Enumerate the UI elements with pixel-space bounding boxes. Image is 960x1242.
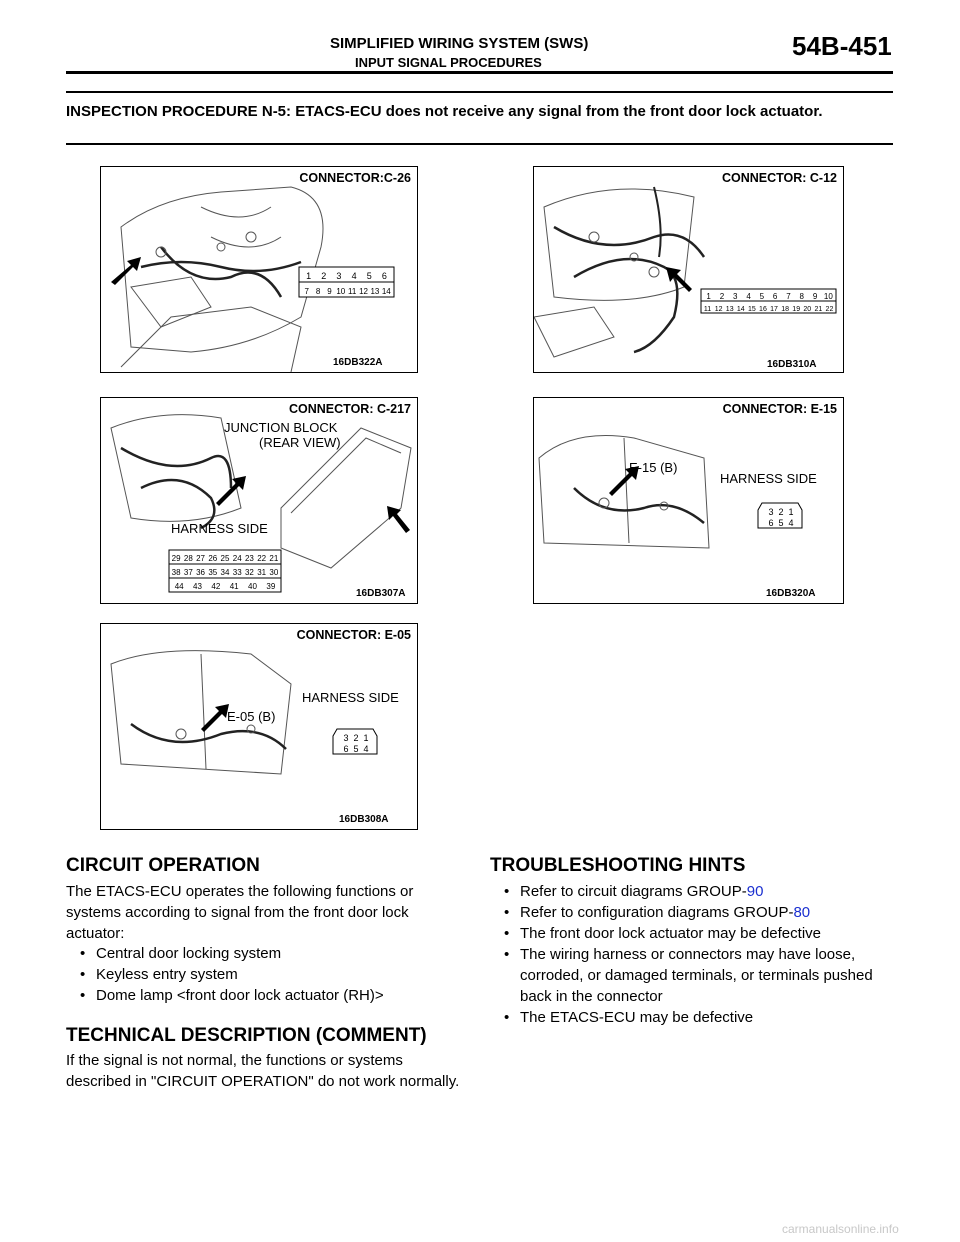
pin-number: 9	[812, 292, 818, 301]
header-subtitle: INPUT SIGNAL PROCEDURES	[355, 55, 542, 70]
pin-number: 27	[196, 554, 206, 563]
figure-code: 16DB320A	[766, 588, 816, 599]
pin-number: 33	[232, 568, 242, 577]
connector-label: CONNECTOR: C-217	[288, 402, 411, 416]
figure-connector-c26	[100, 166, 418, 373]
pin-number: 44	[174, 582, 184, 591]
pin-number: 6	[343, 744, 349, 754]
pin-number: 2	[321, 271, 327, 281]
pin-number: 31	[257, 568, 267, 577]
e05-pin-grid	[333, 729, 377, 754]
pin-number: 7	[786, 292, 791, 301]
pin-number: 6	[381, 271, 387, 281]
header-rule	[66, 71, 893, 74]
pin-number: 2	[778, 507, 784, 517]
pin-number: 20	[803, 306, 812, 313]
pin-number: 4	[746, 292, 751, 301]
junction-label-line1: JUNCTION BLOCK	[224, 420, 338, 435]
procedure-title: INSPECTION PROCEDURE N-5: ETACS-ECU does not receive any signal from the front door lock actuator.	[66, 103, 823, 120]
figure-code: 16DB310A	[767, 359, 817, 370]
pin-number: 18	[781, 306, 790, 313]
pin-number: 5	[366, 271, 372, 281]
pin-number: 34	[220, 568, 230, 577]
arrow-icon	[201, 704, 229, 732]
figure-connector-c12	[533, 166, 844, 373]
harness-side-label: HARNESS SIDE	[302, 690, 399, 705]
pin-number: 37	[183, 568, 193, 577]
pin-number: 1	[363, 733, 369, 743]
page-number: 54B-451	[792, 31, 892, 61]
pin-number: 43	[193, 582, 202, 591]
pin-number: 29	[171, 554, 181, 563]
e15-pin-grid	[758, 503, 802, 528]
pin-number: 15	[747, 306, 756, 313]
pin-number: 38	[171, 568, 181, 577]
pin-number: 24	[232, 554, 242, 563]
pin-number: 3	[336, 271, 342, 281]
figure-code: 16DB322A	[333, 357, 383, 368]
connector-label: CONNECTOR: C-12	[721, 171, 837, 185]
pin-number: 21	[814, 306, 823, 313]
procedure-top-rule	[66, 91, 893, 93]
pin-number: 1	[788, 507, 794, 517]
pin-number: 26	[208, 554, 218, 563]
pin-number: 3	[733, 292, 738, 301]
pin-number: 28	[183, 554, 193, 563]
c12-pin-grid	[701, 289, 836, 313]
list-item: • Refer to circuit diagrams GROUP-90	[502, 881, 882, 902]
figure-code: 16DB308A	[339, 814, 389, 825]
pin-number: 14	[381, 287, 391, 296]
technical-description-heading: TECHNICAL DESCRIPTION (COMMENT)	[66, 1025, 427, 1046]
pin-number: 39	[266, 582, 276, 591]
pin-number: 10	[823, 292, 833, 301]
pin-number: 4	[363, 744, 369, 754]
technical-description-text: If the signal is not normal, the functions or systems described in "CIRCUIT OPERATION" do not work normally.	[66, 1052, 460, 1090]
connector-label: CONNECTOR: E-15	[722, 402, 837, 416]
figure-code: 16DB307A	[356, 588, 406, 599]
pin-number: 13	[725, 306, 734, 313]
pin-number: 8	[315, 287, 321, 296]
troubleshooting-list	[502, 881, 882, 1028]
pin-number: 11	[703, 306, 712, 313]
pin-number: 12	[359, 287, 369, 296]
pin-number: 5	[759, 292, 765, 301]
list-item: • Keyless entry system	[78, 964, 471, 985]
pin-number: 1	[706, 292, 711, 301]
pin-number: 10	[336, 287, 346, 296]
pin-number: 4	[351, 271, 357, 281]
harness-side-label: HARNESS SIDE	[171, 521, 268, 536]
procedure-bottom-rule	[66, 143, 893, 145]
pin-number: 30	[269, 568, 279, 577]
arrow-icon	[387, 506, 410, 533]
watermark: carmanualsonline.info	[782, 1222, 899, 1236]
pin-number: 40	[248, 582, 257, 591]
instrument-panel-illustration	[534, 167, 845, 374]
list-item: • Central door locking system	[78, 943, 471, 964]
pin-number: 2	[353, 733, 359, 743]
harness-side-label: HARNESS SIDE	[720, 471, 817, 486]
pin-number: 7	[304, 287, 309, 296]
list-item: • The wiring harness or connectors may have loose, corroded, or damaged terminals, or terminals pushed back in the connector	[502, 944, 882, 1007]
pin-number: 21	[269, 554, 279, 563]
pin-number: 22	[257, 554, 267, 563]
c217-pin-grid	[169, 550, 281, 592]
arrow-icon	[111, 257, 141, 285]
pin-number: 25	[220, 554, 230, 563]
group-90-link[interactable]: 90	[746, 883, 764, 900]
pin-number: 22	[825, 306, 834, 313]
pin-number: 8	[799, 292, 804, 301]
pin-number: 14	[736, 306, 745, 313]
front-door-illustration	[534, 398, 845, 605]
pin-number: 32	[244, 568, 254, 577]
pin-number: 4	[788, 518, 794, 528]
header-title: SIMPLIFIED WIRING SYSTEM (SWS)	[330, 35, 589, 52]
pin-number: 17	[770, 306, 778, 313]
pin-number: 5	[353, 744, 359, 754]
pin-number: 11	[348, 287, 357, 296]
pin-number: 3	[768, 507, 774, 517]
pin-number: 9	[327, 287, 332, 296]
circuit-operation-heading: CIRCUIT OPERATION	[66, 855, 260, 876]
dashboard-illustration	[101, 167, 419, 374]
callout-label: E-15 (B)	[629, 460, 678, 475]
pin-number: 1	[306, 271, 312, 281]
connector-label: CONNECTOR: E-05	[296, 628, 411, 642]
pin-number: 19	[792, 306, 801, 313]
troubleshooting-heading: TROUBLESHOOTING HINTS	[490, 855, 746, 876]
list-item: • Dome lamp <front door lock actuator (RH)>	[78, 985, 471, 1006]
rear-door-illustration	[101, 624, 419, 831]
pin-number: 23	[244, 554, 254, 563]
figure-connector-e05	[100, 623, 418, 830]
pin-number: 13	[370, 287, 380, 296]
pin-number: 35	[208, 568, 218, 577]
figure-connector-c217	[100, 397, 418, 604]
pin-number: 5	[778, 518, 784, 528]
pin-number: 12	[714, 306, 723, 313]
circuit-operation-text: The ETACS-ECU operates the following functions or systems according to signal from the front door lock actuator:	[66, 883, 414, 942]
pin-number: 16	[759, 306, 767, 313]
figure-connector-e15	[533, 397, 844, 604]
pin-number: 36	[196, 568, 206, 577]
group-80-link[interactable]: 80	[793, 904, 811, 921]
pin-number: 6	[768, 518, 774, 528]
connector-label: CONNECTOR:C-26	[299, 171, 411, 185]
c26-pin-grid	[299, 267, 394, 297]
circuit-operation-list	[78, 943, 471, 1006]
pin-number: 3	[343, 733, 349, 743]
junction-label-line2: (REAR VIEW)	[259, 435, 341, 450]
list-item: • The ETACS-ECU may be defective	[502, 1007, 882, 1028]
list-item: • Refer to configuration diagrams GROUP-80	[502, 902, 882, 923]
callout-label: E-05 (B)	[227, 709, 276, 724]
pin-number: 2	[719, 292, 725, 301]
list-item: • The front door lock actuator may be defective	[502, 923, 882, 944]
arrow-icon	[666, 267, 692, 292]
pin-number: 41	[229, 582, 239, 591]
pin-number: 42	[211, 582, 221, 591]
pin-number: 6	[772, 292, 778, 301]
